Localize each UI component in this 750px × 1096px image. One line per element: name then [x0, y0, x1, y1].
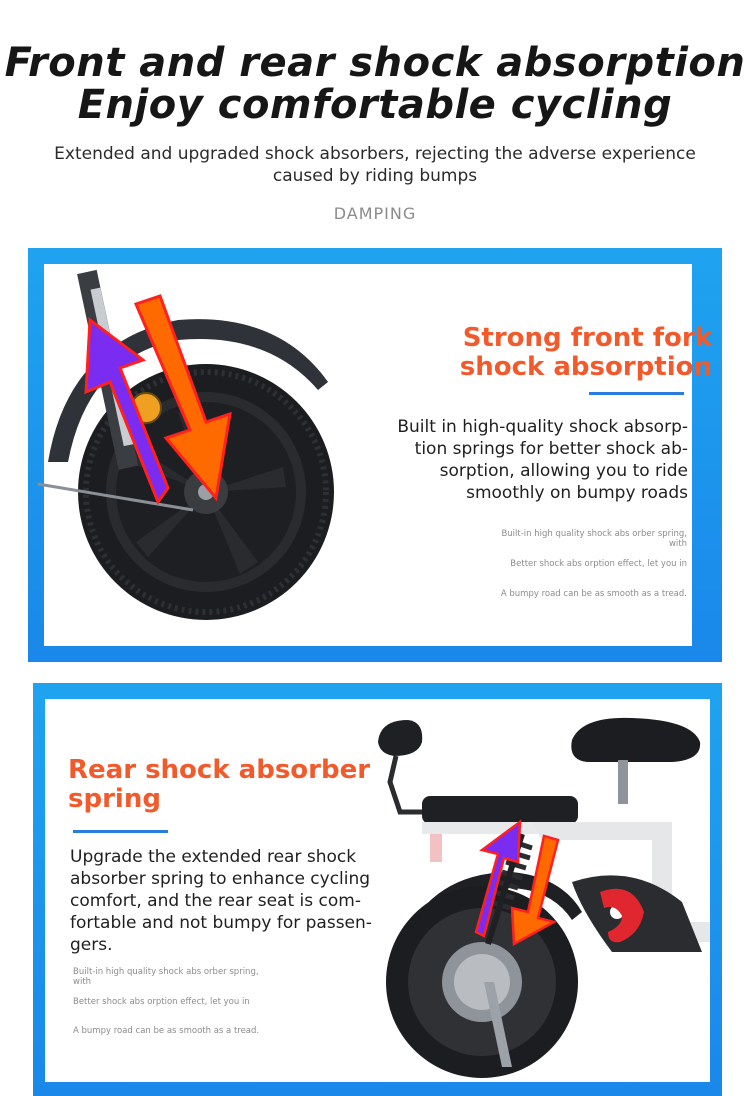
rear-note-3: A bumpy road can be as smooth as a tread. — [73, 1026, 260, 1036]
front-heading: Strong front fork shock absorption — [459, 323, 712, 382]
subtitle: Extended and upgraded shock absorbers, rejecting the adverse experience caused by riding bumps — [54, 144, 696, 186]
seat-shape — [571, 718, 700, 762]
section-label: DAMPING — [333, 204, 417, 223]
front-note-3: A bumpy road can be as smooth as a tread. — [500, 589, 687, 599]
rear-bike-image — [372, 712, 710, 1082]
rear-description: Upgrade the extended rear shock absorber spring to enhance cycling comfort, and the rear seat is com-fortable and not bumpy for passen-gers. — [70, 847, 372, 955]
title-line-1: Front and rear shock absorption — [4, 40, 746, 86]
front-note-2: Better shock abs orption effect, let you in — [510, 559, 687, 569]
rear-heading: Rear shock absorber spring — [68, 755, 371, 814]
front-heading-underline — [589, 392, 684, 395]
front-wheel-image — [28, 262, 348, 642]
front-description: Built in high-quality shock absorp-tion springs for better shock ab-sorption, allowing you to ride smoothly on bumpy roads — [397, 417, 688, 503]
rear-note-2: Better shock abs orption effect, let you in — [73, 997, 250, 1007]
title-line-2: Enjoy comfortable cycling — [77, 82, 673, 128]
rear-note-1: Built-in high quality shock abs orber spring, with — [73, 967, 259, 987]
front-note-1: Built-in high quality shock abs orber spring, with — [501, 529, 687, 549]
rear-heading-underline — [73, 830, 168, 833]
